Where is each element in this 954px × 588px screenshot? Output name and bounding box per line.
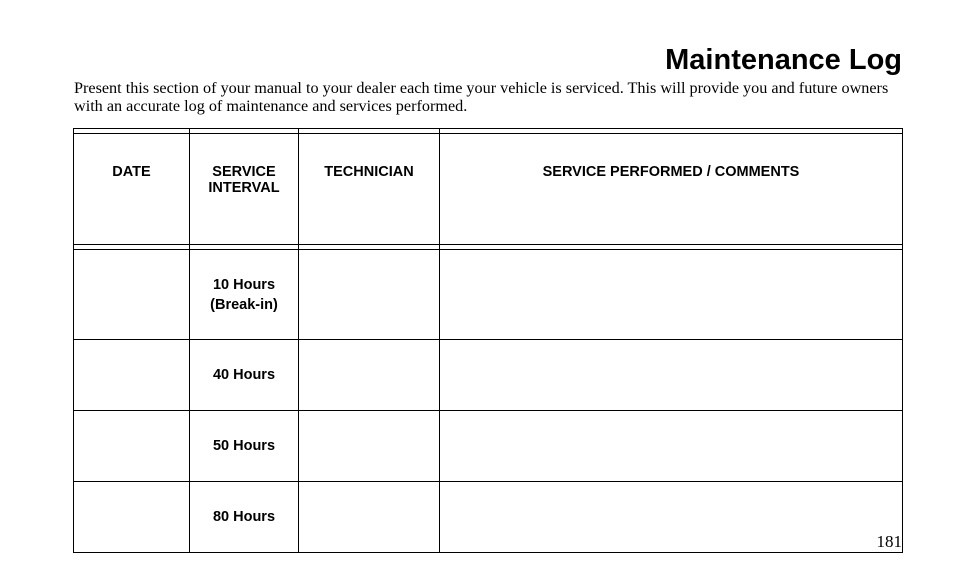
service-interval-cell bbox=[190, 340, 299, 411]
service-interval-cell bbox=[190, 411, 299, 482]
service-comments-cell[interactable] bbox=[440, 250, 903, 340]
service-interval-note: (Break-in) bbox=[210, 296, 278, 313]
table-row bbox=[74, 340, 903, 411]
service-interval-cell bbox=[190, 250, 299, 340]
service-interval-value: 50 Hours bbox=[212, 438, 276, 454]
table-row bbox=[74, 411, 903, 482]
date-cell[interactable] bbox=[74, 340, 190, 411]
service-interval-cell bbox=[190, 482, 299, 553]
maintenance-log-table bbox=[73, 128, 903, 553]
header-service-performed: SERVICE PERFORMED / COMMENTS bbox=[440, 134, 903, 245]
date-cell[interactable] bbox=[74, 482, 190, 553]
technician-cell[interactable] bbox=[299, 482, 440, 553]
header-service-interval bbox=[190, 134, 299, 245]
table-row bbox=[74, 250, 903, 340]
service-interval-value: 40 Hours bbox=[212, 367, 276, 383]
table-row bbox=[74, 482, 903, 553]
date-cell[interactable] bbox=[74, 250, 190, 340]
header-technician: TECHNICIAN bbox=[299, 134, 440, 245]
service-interval-value: 80 Hours bbox=[212, 509, 276, 525]
technician-cell[interactable] bbox=[299, 411, 440, 482]
header-service-interval-line2: INTERVAL bbox=[208, 180, 280, 196]
technician-cell[interactable] bbox=[299, 340, 440, 411]
service-comments-cell[interactable] bbox=[440, 340, 903, 411]
service-comments-cell[interactable] bbox=[440, 411, 903, 482]
page-title: Maintenance Log bbox=[665, 44, 902, 76]
header-date: DATE bbox=[74, 134, 190, 245]
technician-cell[interactable] bbox=[299, 250, 440, 340]
table-header-row bbox=[74, 134, 903, 245]
date-cell[interactable] bbox=[74, 411, 190, 482]
page-number: 181 bbox=[876, 532, 902, 551]
header-service-interval-line1: SERVICE bbox=[212, 164, 276, 180]
intro-paragraph: Present this section of your manual to your dealer each time your vehicle is serviced. This will provide you and future owners with an accurate log of maintenance and services performed. bbox=[74, 79, 889, 115]
service-comments-cell[interactable] bbox=[440, 482, 903, 553]
service-interval-value: 10 Hours bbox=[212, 276, 276, 293]
